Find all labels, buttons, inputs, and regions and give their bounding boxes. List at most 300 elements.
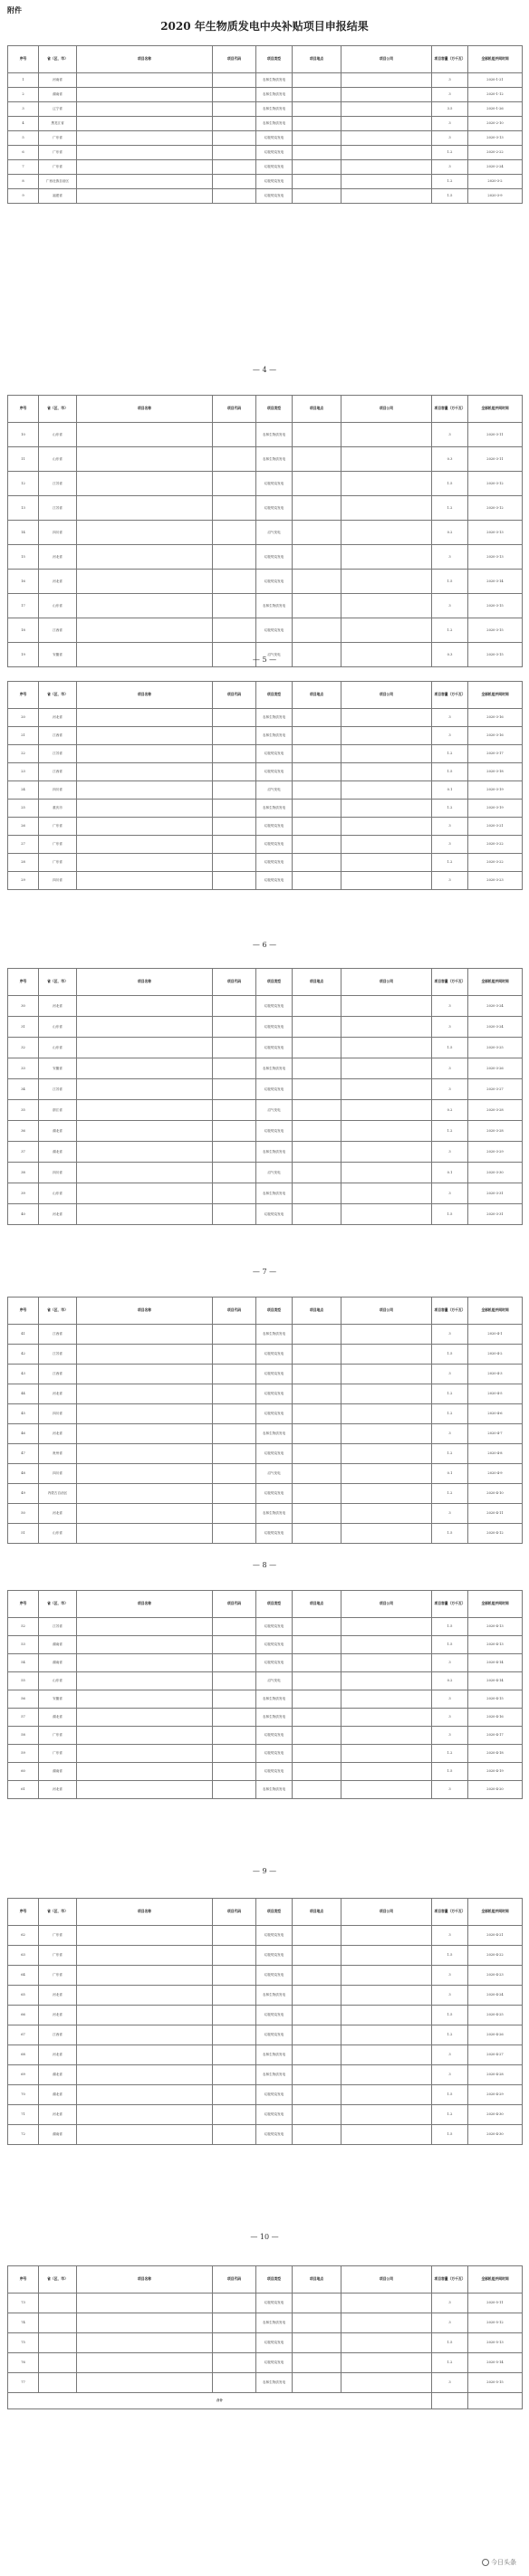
table-cell: 1.5 [432,1038,468,1058]
table-cell: 1.2 [432,1745,468,1763]
table-cell [341,1183,432,1204]
table-cell [213,1504,256,1524]
table-cell: 33 [8,1058,39,1079]
column-header: 项目代码 [213,1298,256,1325]
table-cell [213,1946,256,1966]
table-cell [77,2125,213,2145]
table-cell [341,545,432,570]
table-cell: 0.1 [432,1163,468,1183]
table-cell: 江苏省 [39,1079,77,1100]
table-cell: 农林生物质发电 [256,73,293,88]
table-row [8,1345,523,1365]
table-cell [213,189,256,204]
table-cell: 四川省 [39,1404,77,1424]
table-cell: 35 [8,1100,39,1121]
table-cell: 沼气发电 [256,781,293,800]
table-cell: 1.5 [432,570,468,594]
table-row [8,570,523,594]
table-cell [77,1464,213,1484]
table-cell [77,1763,213,1781]
table-cell [293,146,341,160]
table-cell [39,2373,77,2393]
table-cell: 江西省 [39,763,77,781]
table-cell [293,73,341,88]
table-cell: 2020-2-10 [468,117,523,131]
table-cell [77,1038,213,1058]
project-table [7,45,523,204]
table-cell [77,2045,213,2065]
table-cell [213,2373,256,2393]
table-cell: 垃圾焚烧发电 [256,1038,293,1058]
table-cell [77,1986,213,2006]
table-cell [293,1986,341,2006]
table-cell: 湖南省 [39,88,77,102]
table-cell [341,117,432,131]
column-header: 全部机组并网时间 [468,46,523,73]
table-cell [77,1163,213,1183]
table-cell: 2020-3-16 [468,709,523,727]
table-cell: 2020-3-18 [468,763,523,781]
table-cell: 25 [8,800,39,818]
table-cell [293,1424,341,1444]
table-cell: 2020-4-12 [468,1524,523,1544]
table-cell: 1.5 [432,1618,468,1636]
project-table [7,1590,523,1799]
page-number: — 4 — [252,366,277,374]
table-cell: 72 [8,2125,39,2145]
table-row [8,1424,523,1444]
table-cell: 2020-3-26 [468,1058,523,1079]
table-cell: 垃圾焚烧发电 [256,745,293,763]
table-cell: 3 [432,1424,468,1444]
table-cell: 广东省 [39,854,77,872]
table-cell [77,2294,213,2313]
table-cell: 湖北省 [39,1142,77,1163]
table-cell [293,1690,341,1709]
table-cell [293,1946,341,1966]
table-cell [468,2393,523,2409]
table-cell: 3 [432,1986,468,2006]
table-cell [213,1618,256,1636]
table-cell [341,521,432,545]
table-cell: 6 [8,146,39,160]
table-cell [77,818,213,836]
table-cell: 75 [8,2333,39,2353]
table-cell [341,1100,432,1121]
table-cell: 3 [432,2065,468,2085]
table-cell [213,1384,256,1404]
table-cell [213,1204,256,1225]
table-cell: 17 [8,594,39,618]
table-cell [213,1524,256,1544]
table-cell: 农林生物质发电 [256,1183,293,1204]
table-cell: 3 [432,1709,468,1727]
table-cell [213,1709,256,1727]
table-cell [293,2125,341,2145]
table-cell [213,1636,256,1654]
table-cell: 5 [8,131,39,146]
table-row [8,1163,523,1183]
column-header: 项目容量（万千瓦） [432,2266,468,2294]
table-cell [341,1745,432,1763]
page-number: — 8 — [252,1561,277,1569]
column-header: 全部机组并网时间 [468,1591,523,1618]
column-header: 序号 [8,969,39,996]
table-row [8,1017,523,1038]
table-cell: 16 [8,570,39,594]
table-cell: 2020-3-15 [468,594,523,618]
table-row [8,1966,523,1986]
table-cell [77,2006,213,2025]
table-cell: 27 [8,836,39,854]
table-cell: 垃圾焚烧发电 [256,1204,293,1225]
project-table [7,395,523,667]
table-cell: 垃圾焚烧发电 [256,763,293,781]
table-header-row [8,1591,523,1618]
table-cell: 3 [432,2373,468,2393]
table-cell [341,1727,432,1745]
table-cell [293,1672,341,1690]
table-row [8,2006,523,2025]
table-cell [77,1121,213,1142]
table-row [8,1100,523,1121]
table-cell: 63 [8,1946,39,1966]
table-cell: 32 [8,1038,39,1058]
table-row [8,102,523,117]
table-cell [213,1100,256,1121]
column-header: 项目代码 [213,1591,256,1618]
table-header-row [8,969,523,996]
table-cell [341,2125,432,2145]
table-cell: 66 [8,2006,39,2025]
column-header: 项目类型 [256,682,293,709]
table-cell [77,1079,213,1100]
table-cell [341,1017,432,1038]
table-cell [293,818,341,836]
column-header: 项目名称 [77,1591,213,1618]
table-row [8,1727,523,1745]
table-cell [293,1404,341,1424]
table-cell: 湖南省 [39,1654,77,1672]
table-cell: 52 [8,1618,39,1636]
table-cell: 农林生物质发电 [256,709,293,727]
table-cell: 2020-4-9 [468,1464,523,1484]
table-cell [213,1345,256,1365]
table-cell [213,2353,256,2373]
column-header: 项目类型 [256,2266,293,2294]
table-cell: 湖北省 [39,2065,77,2085]
page-number: — 6 — [252,941,277,949]
table-cell [213,872,256,890]
table-cell [77,763,213,781]
table-cell: 垃圾焚烧发电 [256,189,293,204]
table-cell: 农林生物质发电 [256,2065,293,2085]
table-cell [213,1745,256,1763]
table-cell: 2020-4-17 [468,1727,523,1745]
table-cell [77,2105,213,2125]
column-header: 项目名称 [77,2266,213,2294]
project-table [7,1297,523,1544]
table-cell: 垃圾焚烧发电 [256,2006,293,2025]
table-cell: 3 [432,1058,468,1079]
table-cell: 江苏省 [39,745,77,763]
table-cell: 2020-3-17 [468,745,523,763]
table-row [8,2373,523,2393]
table-cell [213,727,256,745]
table-cell: 垃圾焚烧发电 [256,1618,293,1636]
table-cell: 垃圾焚烧发电 [256,1926,293,1946]
table-cell [293,854,341,872]
table-cell: 山东省 [39,1038,77,1058]
table-cell [293,1654,341,1672]
table-cell: 10 [8,423,39,447]
table-row [8,1690,523,1709]
table-cell [341,1384,432,1404]
table-cell [293,996,341,1017]
table-cell: 15 [8,545,39,570]
table-cell: 黑龙江省 [39,117,77,131]
table-cell: 3 [432,88,468,102]
table-cell: 垃圾焚烧发电 [256,2125,293,2145]
table-cell [213,1690,256,1709]
table-cell: 广东省 [39,1946,77,1966]
table-cell [341,1484,432,1504]
table-cell: 55 [8,1672,39,1690]
table-cell [77,131,213,146]
table-cell: 2020-5-11 [468,2294,523,2313]
table-cell: 2020-4-15 [468,1690,523,1709]
table-cell: 2020-3-29 [468,1142,523,1163]
table-cell: 沼气发电 [256,1672,293,1690]
table-row [8,594,523,618]
table-cell [293,175,341,189]
table-row [8,545,523,570]
table-cell: 垃圾焚烧发电 [256,2333,293,2353]
table-cell [77,102,213,117]
table-cell [293,1926,341,1946]
project-table [7,681,523,890]
table-cell: 垃圾焚烧发电 [256,1079,293,1100]
column-header: 项目名称 [77,1899,213,1926]
table-cell [293,496,341,521]
table-cell: 2020-3-19 [468,781,523,800]
column-header: 项目公司 [341,682,432,709]
table-cell [213,1017,256,1038]
table-cell: 2020-4-2 [468,1345,523,1365]
table-cell: 3 [432,545,468,570]
table-cell: 12 [8,472,39,496]
table-cell [341,447,432,472]
table-row [8,745,523,763]
table-cell [77,1345,213,1365]
table-cell: 2020-3-13 [468,521,523,545]
document-title: 2020 年生物质发电中央补贴项目申报结果 [160,20,369,33]
table-cell: 四川省 [39,872,77,890]
table-cell [213,594,256,618]
table-cell: 3 [432,818,468,836]
table-cell: 1.2 [432,854,468,872]
table-cell: 19 [8,643,39,667]
table-cell: 21 [8,727,39,745]
table-cell: 76 [8,2353,39,2373]
table-cell [77,1100,213,1121]
table-cell [293,423,341,447]
page-number: — 5 — [252,656,277,664]
column-header: 省（区、市） [39,1899,77,1926]
table-cell [77,1183,213,1204]
table-cell: 垃圾焚烧发电 [256,1345,293,1365]
table-cell: 3 [432,2294,468,2313]
table-cell [341,727,432,745]
table-cell [77,545,213,570]
table-cell: 江苏省 [39,1345,77,1365]
table-cell: 2020-4-1 [468,1325,523,1345]
table-cell: 2020-3-31 [468,1183,523,1204]
table-cell: 河南省 [39,73,77,88]
column-header: 项目公司 [341,46,432,73]
table-cell: 2020-3-11 [468,423,523,447]
table-row [8,818,523,836]
column-header: 项目地点 [293,2266,341,2294]
table-cell [213,1781,256,1799]
table-cell: 3 [432,1079,468,1100]
table-cell: 1.2 [432,146,468,160]
table-cell [293,872,341,890]
table-cell [341,2105,432,2125]
table-header-row [8,396,523,423]
table-cell [293,1038,341,1058]
table-cell [77,146,213,160]
table-cell [293,1345,341,1365]
table-cell [341,2294,432,2313]
table-cell [341,1524,432,1544]
table-cell: 垃圾焚烧发电 [256,1444,293,1464]
table-cell [293,781,341,800]
table-cell: 垃圾焚烧发电 [256,836,293,854]
table-cell [77,872,213,890]
page-number: — 9 — [252,1867,277,1875]
table-cell [213,2313,256,2333]
table-cell: 3 [432,1781,468,1799]
table-cell [77,1404,213,1424]
table-row [8,727,523,745]
table-cell: 26 [8,818,39,836]
table-cell: 农林生物质发电 [256,1058,293,1079]
table-cell [341,1365,432,1384]
table-cell [341,1204,432,1225]
table-cell [293,472,341,496]
table-cell: 垃圾焚烧发电 [256,472,293,496]
table-cell [341,1325,432,1345]
table-cell [293,2294,341,2313]
table-cell [213,146,256,160]
table-cell: 垃圾焚烧发电 [256,1763,293,1781]
table-cell [293,1763,341,1781]
column-header: 序号 [8,2266,39,2294]
table-cell: 河北省 [39,545,77,570]
table-cell: 57 [8,1709,39,1727]
table-cell [213,2294,256,2313]
watermark [482,2558,516,2567]
table-cell: 3 [432,117,468,131]
table-cell [341,1986,432,2006]
table-cell [341,570,432,594]
table-cell: 广东省 [39,1966,77,1986]
table-cell: 0.1 [432,1464,468,1484]
table-cell [213,2085,256,2105]
table-cell [77,1709,213,1727]
table-cell: 河北省 [39,2006,77,2025]
table-cell: 2020-3-16 [468,727,523,745]
table-cell [213,781,256,800]
table-cell: 38 [8,1163,39,1183]
table-cell: 40 [8,1204,39,1225]
table-cell [213,73,256,88]
table-cell: 沼气发电 [256,521,293,545]
table-row [8,472,523,496]
table-cell [77,836,213,854]
table-cell [213,160,256,175]
table-cell: 河北省 [39,570,77,594]
table-row [8,521,523,545]
table-cell: 广西壮族自治区 [39,175,77,189]
table-cell [293,2006,341,2025]
table-cell: 垃圾焚烧发电 [256,570,293,594]
table-cell [341,781,432,800]
column-header: 项目公司 [341,1591,432,1618]
table-cell: 8 [8,175,39,189]
table-cell: 3 [432,1142,468,1163]
table-row [8,73,523,88]
table-cell [77,2313,213,2333]
table-cell: 2020-3-22 [468,854,523,872]
table-row [8,88,523,102]
table-cell: 2020-5-14 [468,2353,523,2373]
table-cell [77,160,213,175]
table-cell: 1.5 [432,2006,468,2025]
table-row [8,1504,523,1524]
table-cell [77,1058,213,1079]
table-cell [77,1966,213,1986]
table-cell: 3.5 [432,102,468,117]
table-cell [341,175,432,189]
table-cell: 沼气发电 [256,643,293,667]
table-row [8,2045,523,2065]
table-cell: 43 [8,1365,39,1384]
table-row [8,2085,523,2105]
table-cell: 河北省 [39,2045,77,2065]
table-cell [341,2006,432,2025]
table-cell: 1.5 [432,1763,468,1781]
table-cell [293,160,341,175]
table-row [8,175,523,189]
table-cell: 3 [432,1654,468,1672]
table-cell [77,854,213,872]
table-cell [341,763,432,781]
table-cell: 50 [8,1504,39,1524]
table-cell: 74 [8,2313,39,2333]
table-cell [213,1464,256,1484]
column-header: 项目容量（万千瓦） [432,682,468,709]
logo-icon [482,2559,489,2566]
table-cell: 28 [8,854,39,872]
table-cell [293,2353,341,2373]
table-cell: 农林生物质发电 [256,447,293,472]
table-cell: 41 [8,1325,39,1345]
table-cell: 沼气发电 [256,1464,293,1484]
column-header: 项目地点 [293,1591,341,1618]
table-cell: 垃圾焚烧发电 [256,146,293,160]
